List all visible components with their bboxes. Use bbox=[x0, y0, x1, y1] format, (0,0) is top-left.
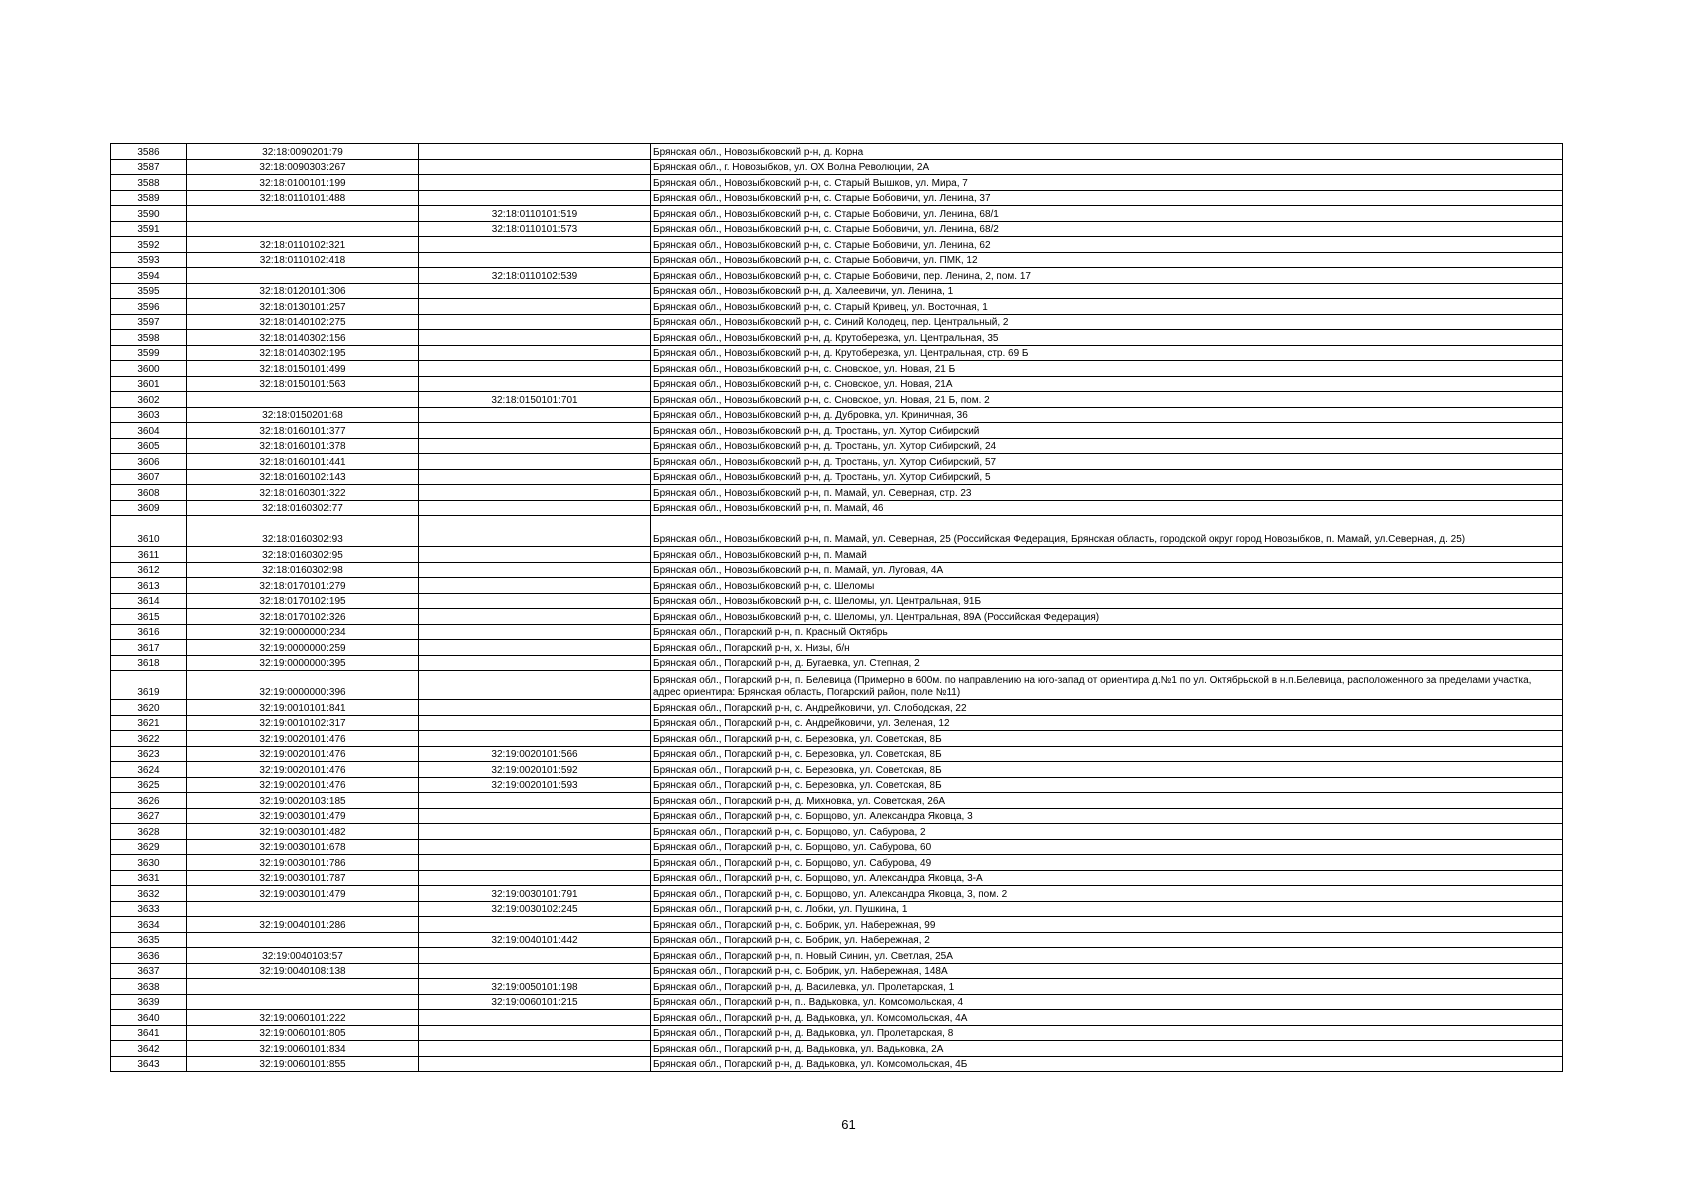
table-row bbox=[111, 469, 1563, 485]
address-cell: Брянская обл., Новозыбковский р-н, с. Старые Бобовичи, ул. Ленина, 37 bbox=[651, 190, 1563, 206]
row-number-cell: 3626 bbox=[111, 793, 187, 809]
table-row bbox=[111, 839, 1563, 855]
sub-cadastral-number-cell bbox=[419, 839, 651, 855]
address-cell: Брянская обл., Погарский р-н, д. Вадьковка, ул. Вадьковка, 2А bbox=[651, 1041, 1563, 1057]
row-number-cell: 3625 bbox=[111, 777, 187, 793]
cadastral-number-cell: 32:19:0010101:841 bbox=[187, 700, 419, 716]
table-row bbox=[111, 175, 1563, 191]
row-number-cell: 3616 bbox=[111, 624, 187, 640]
address-cell: Брянская обл., Погарский р-н, с. Борщово, ул. Сабурова, 60 bbox=[651, 839, 1563, 855]
address-cell: Брянская обл., Новозыбковский р-н, с. Синий Колодец, пер. Центральный, 2 bbox=[651, 314, 1563, 330]
cadastral-number-cell: 32:18:0160302:77 bbox=[187, 500, 419, 516]
row-number-cell: 3596 bbox=[111, 299, 187, 315]
row-number-cell: 3636 bbox=[111, 948, 187, 964]
row-number-cell: 3593 bbox=[111, 252, 187, 268]
sub-cadastral-number-cell: 32:19:0020101:566 bbox=[419, 746, 651, 762]
page-number: 61 bbox=[841, 1117, 856, 1132]
table-row bbox=[111, 283, 1563, 299]
row-number-cell: 3599 bbox=[111, 345, 187, 361]
row-number-cell: 3628 bbox=[111, 824, 187, 840]
table-row bbox=[111, 700, 1563, 716]
address-cell: Брянская обл., Погарский р-н, с. Борщово, ул. Александра Яковца, 3 bbox=[651, 808, 1563, 824]
cadastral-number-cell: 32:19:0060101:855 bbox=[187, 1056, 419, 1072]
table-row bbox=[111, 361, 1563, 377]
sub-cadastral-number-cell bbox=[419, 700, 651, 716]
table-row bbox=[111, 1010, 1563, 1026]
sub-cadastral-number-cell bbox=[419, 640, 651, 656]
sub-cadastral-number-cell bbox=[419, 314, 651, 330]
row-number-cell: 3608 bbox=[111, 485, 187, 501]
address-cell: Брянская обл., Погарский р-н, п. Новый Синин, ул. Светлая, 25А bbox=[651, 948, 1563, 964]
address-cell: Брянская обл., Погарский р-н, с. Борщово, ул. Сабурова, 2 bbox=[651, 824, 1563, 840]
sub-cadastral-number-cell bbox=[419, 454, 651, 470]
cadastral-number-cell bbox=[187, 221, 419, 237]
row-number-cell: 3618 bbox=[111, 655, 187, 671]
row-number-cell: 3603 bbox=[111, 407, 187, 423]
address-cell: Брянская обл., Погарский р-н, д. Василевка, ул. Пролетарская, 1 bbox=[651, 979, 1563, 995]
sub-cadastral-number-cell: 32:19:0030101:791 bbox=[419, 886, 651, 902]
cadastral-number-cell: 32:18:0130101:257 bbox=[187, 299, 419, 315]
table-row bbox=[111, 901, 1563, 917]
sub-cadastral-number-cell bbox=[419, 593, 651, 609]
cadastral-number-cell: 32:18:0160101:378 bbox=[187, 438, 419, 454]
row-number-cell: 3630 bbox=[111, 855, 187, 871]
cadastral-number-cell: 32:18:0140302:156 bbox=[187, 330, 419, 346]
table-row bbox=[111, 979, 1563, 995]
sub-cadastral-number-cell bbox=[419, 159, 651, 175]
cadastral-number-cell: 32:19:0000000:234 bbox=[187, 624, 419, 640]
table-row bbox=[111, 500, 1563, 516]
table-body bbox=[111, 144, 1563, 1072]
address-cell: Брянская обл., Погарский р-н, п. Красный Октябрь bbox=[651, 624, 1563, 640]
table-row bbox=[111, 671, 1563, 700]
table-row bbox=[111, 715, 1563, 731]
sub-cadastral-number-cell bbox=[419, 578, 651, 594]
cadastral-number-cell: 32:18:0100101:199 bbox=[187, 175, 419, 191]
row-number-cell: 3614 bbox=[111, 593, 187, 609]
table-row bbox=[111, 438, 1563, 454]
sub-cadastral-number-cell bbox=[419, 671, 651, 700]
row-number-cell: 3590 bbox=[111, 206, 187, 222]
sub-cadastral-number-cell: 32:18:0150101:701 bbox=[419, 392, 651, 408]
address-cell: Брянская обл., Новозыбковский р-н, д. Крутоберезка, ул. Центральная, стр. 69 Б bbox=[651, 345, 1563, 361]
cadastral-number-cell bbox=[187, 932, 419, 948]
cadastral-number-cell: 32:18:0140302:195 bbox=[187, 345, 419, 361]
row-number-cell: 3588 bbox=[111, 175, 187, 191]
sub-cadastral-number-cell: 32:18:0110102:539 bbox=[419, 268, 651, 284]
sub-cadastral-number-cell: 32:19:0060101:215 bbox=[419, 994, 651, 1010]
row-number-cell: 3617 bbox=[111, 640, 187, 656]
row-number-cell: 3622 bbox=[111, 731, 187, 747]
address-cell: Брянская обл., Погарский р-н, д. Вадьковка, ул. Комсомольская, 4А bbox=[651, 1010, 1563, 1026]
row-number-cell: 3587 bbox=[111, 159, 187, 175]
cadastral-number-cell: 32:18:0150201:68 bbox=[187, 407, 419, 423]
address-cell: Брянская обл., Погарский р-н, с. Бобрик, ул. Набережная, 2 bbox=[651, 932, 1563, 948]
sub-cadastral-number-cell bbox=[419, 500, 651, 516]
sub-cadastral-number-cell bbox=[419, 855, 651, 871]
row-number-cell: 3594 bbox=[111, 268, 187, 284]
row-number-cell: 3615 bbox=[111, 609, 187, 625]
cadastral-number-cell: 32:19:0030101:479 bbox=[187, 886, 419, 902]
table-row bbox=[111, 593, 1563, 609]
address-cell: Брянская обл., Погарский р-н, х. Низы, б/н bbox=[651, 640, 1563, 656]
address-cell: Брянская обл., Новозыбковский р-н, п. Мамай, ул. Луговая, 4А bbox=[651, 562, 1563, 578]
cadastral-number-cell: 32:19:0000000:395 bbox=[187, 655, 419, 671]
address-cell: Брянская обл., Новозыбковский р-н, с. Старые Бобовичи, пер. Ленина, 2, пом. 17 bbox=[651, 268, 1563, 284]
cadastral-number-cell: 32:18:0110102:418 bbox=[187, 252, 419, 268]
address-cell: Брянская обл., Новозыбковский р-н, п. Мамай, 46 bbox=[651, 500, 1563, 516]
cadastral-number-cell: 32:19:0060101:222 bbox=[187, 1010, 419, 1026]
cadastral-number-cell bbox=[187, 901, 419, 917]
sub-cadastral-number-cell bbox=[419, 870, 651, 886]
cadastral-number-cell: 32:19:0020101:476 bbox=[187, 746, 419, 762]
table-row bbox=[111, 392, 1563, 408]
table-row bbox=[111, 159, 1563, 175]
row-number-cell: 3591 bbox=[111, 221, 187, 237]
cadastral-number-cell bbox=[187, 206, 419, 222]
cadastral-number-cell: 32:18:0120101:306 bbox=[187, 283, 419, 299]
cadastral-number-cell: 32:18:0170102:195 bbox=[187, 593, 419, 609]
row-number-cell: 3607 bbox=[111, 469, 187, 485]
table-row bbox=[111, 855, 1563, 871]
row-number-cell: 3619 bbox=[111, 671, 187, 700]
row-number-cell: 3640 bbox=[111, 1010, 187, 1026]
table-row bbox=[111, 870, 1563, 886]
sub-cadastral-number-cell bbox=[419, 715, 651, 731]
table-row bbox=[111, 948, 1563, 964]
table-row bbox=[111, 731, 1563, 747]
row-number-cell: 3602 bbox=[111, 392, 187, 408]
sub-cadastral-number-cell bbox=[419, 144, 651, 160]
address-cell: Брянская обл., Новозыбковский р-н, п. Мамай bbox=[651, 547, 1563, 563]
table-row bbox=[111, 746, 1563, 762]
cadastral-number-cell: 32:19:0060101:805 bbox=[187, 1025, 419, 1041]
row-number-cell: 3632 bbox=[111, 886, 187, 902]
row-number-cell: 3595 bbox=[111, 283, 187, 299]
cadastral-number-cell: 32:18:0150101:499 bbox=[187, 361, 419, 377]
address-cell: Брянская обл., Погарский р-н, д. Вадьковка, ул. Пролетарская, 8 bbox=[651, 1025, 1563, 1041]
sub-cadastral-number-cell bbox=[419, 175, 651, 191]
sub-cadastral-number-cell bbox=[419, 190, 651, 206]
cadastral-number-cell: 32:18:0170102:326 bbox=[187, 609, 419, 625]
row-number-cell: 3606 bbox=[111, 454, 187, 470]
address-cell: Брянская обл., Новозыбковский р-н, с. Старые Бобовичи, ул. Ленина, 62 bbox=[651, 237, 1563, 253]
row-number-cell: 3592 bbox=[111, 237, 187, 253]
address-cell: Брянская обл., Новозыбковский р-н, с. Старый Кривец, ул. Восточная, 1 bbox=[651, 299, 1563, 315]
row-number-cell: 3642 bbox=[111, 1041, 187, 1057]
table-row bbox=[111, 547, 1563, 563]
table-row bbox=[111, 1025, 1563, 1041]
address-cell: Брянская обл., Погарский р-н, с. Березовка, ул. Советская, 8Б bbox=[651, 731, 1563, 747]
row-number-cell: 3600 bbox=[111, 361, 187, 377]
row-number-cell: 3634 bbox=[111, 917, 187, 933]
table-row bbox=[111, 777, 1563, 793]
table-row bbox=[111, 578, 1563, 594]
address-cell: Брянская обл., Погарский р-н, п.. Вадьковка, ул. Комсомольская, 4 bbox=[651, 994, 1563, 1010]
cadastral-number-cell: 32:18:0170101:279 bbox=[187, 578, 419, 594]
cadastral-number-cell: 32:19:0030101:787 bbox=[187, 870, 419, 886]
cadastral-number-cell: 32:18:0110101:488 bbox=[187, 190, 419, 206]
address-cell: Брянская обл., Новозыбковский р-н, д. Дубровка, ул. Криничная, 36 bbox=[651, 407, 1563, 423]
table-row bbox=[111, 237, 1563, 253]
sub-cadastral-number-cell: 32:19:0030102:245 bbox=[419, 901, 651, 917]
sub-cadastral-number-cell bbox=[419, 793, 651, 809]
row-number-cell: 3612 bbox=[111, 562, 187, 578]
sub-cadastral-number-cell bbox=[419, 655, 651, 671]
sub-cadastral-number-cell bbox=[419, 1025, 651, 1041]
address-cell: Брянская обл., Погарский р-н, д. Бугаевка, ул. Степная, 2 bbox=[651, 655, 1563, 671]
cadastral-number-cell: 32:19:0030101:482 bbox=[187, 824, 419, 840]
row-number-cell: 3601 bbox=[111, 376, 187, 392]
cadastral-number-cell bbox=[187, 392, 419, 408]
row-number-cell: 3589 bbox=[111, 190, 187, 206]
table-row bbox=[111, 1041, 1563, 1057]
row-number-cell: 3621 bbox=[111, 715, 187, 731]
address-cell: Брянская обл., Погарский р-н, с. Борщово, ул. Александра Яковца, 3, пом. 2 bbox=[651, 886, 1563, 902]
address-cell: Брянская обл., Погарский р-н, п. Белевица (Примерно в 600м. по направлению на юго-запад от ориентира д.№1 по ул. Октябрьской в н.п.Белевица, расположенного за пределами участка, адрес ориентира: Брянская область, Погарский район, поле №11) bbox=[651, 671, 1563, 700]
sub-cadastral-number-cell bbox=[419, 1010, 651, 1026]
sub-cadastral-number-cell bbox=[419, 407, 651, 423]
sub-cadastral-number-cell: 32:19:0020101:593 bbox=[419, 777, 651, 793]
cadastral-number-cell: 32:18:0090201:79 bbox=[187, 144, 419, 160]
address-cell: Брянская обл., Погарский р-н, с. Березовка, ул. Советская, 8Б bbox=[651, 777, 1563, 793]
address-cell: Брянская обл., Новозыбковский р-н, д. Тростань, ул. Хутор Сибирский bbox=[651, 423, 1563, 439]
sub-cadastral-number-cell bbox=[419, 948, 651, 964]
address-cell: Брянская обл., Новозыбковский р-н, д. Тростань, ул. Хутор Сибирский, 24 bbox=[651, 438, 1563, 454]
sub-cadastral-number-cell: 32:19:0020101:592 bbox=[419, 762, 651, 778]
cadastral-number-cell: 32:18:0160101:441 bbox=[187, 454, 419, 470]
address-cell: Брянская обл., Новозыбковский р-н, с. Шеломы, ул. Центральная, 91Б bbox=[651, 593, 1563, 609]
address-cell: Брянская обл., Погарский р-н, с. Березовка, ул. Советская, 8Б bbox=[651, 746, 1563, 762]
cadastral-number-cell: 32:19:0020101:476 bbox=[187, 777, 419, 793]
row-number-cell: 3604 bbox=[111, 423, 187, 439]
row-number-cell: 3638 bbox=[111, 979, 187, 995]
cadastral-number-cell: 32:19:0060101:834 bbox=[187, 1041, 419, 1057]
sub-cadastral-number-cell bbox=[419, 562, 651, 578]
row-number-cell: 3633 bbox=[111, 901, 187, 917]
row-number-cell: 3598 bbox=[111, 330, 187, 346]
property-table bbox=[110, 143, 1563, 1072]
sub-cadastral-number-cell bbox=[419, 361, 651, 377]
address-cell: Брянская обл., Новозыбковский р-н, с. Старые Бобовичи, ул. Ленина, 68/2 bbox=[651, 221, 1563, 237]
address-cell: Брянская обл., Новозыбковский р-н, д. Халеевичи, ул. Ленина, 1 bbox=[651, 283, 1563, 299]
table-row bbox=[111, 886, 1563, 902]
table-row bbox=[111, 1056, 1563, 1072]
cadastral-number-cell: 32:19:0030101:479 bbox=[187, 808, 419, 824]
document-sheet bbox=[110, 143, 1563, 1072]
table-row bbox=[111, 345, 1563, 361]
table-row bbox=[111, 963, 1563, 979]
row-number-cell: 3637 bbox=[111, 963, 187, 979]
row-number-cell: 3643 bbox=[111, 1056, 187, 1072]
cadastral-number-cell: 32:18:0160302:98 bbox=[187, 562, 419, 578]
sub-cadastral-number-cell bbox=[419, 376, 651, 392]
table-row bbox=[111, 485, 1563, 501]
table-row bbox=[111, 609, 1563, 625]
cadastral-number-cell: 32:18:0160302:93 bbox=[187, 516, 419, 547]
row-number-cell: 3611 bbox=[111, 547, 187, 563]
address-cell: Брянская обл., Новозыбковский р-н, д. Крутоберезка, ул. Центральная, 35 bbox=[651, 330, 1563, 346]
row-number-cell: 3613 bbox=[111, 578, 187, 594]
table-row bbox=[111, 762, 1563, 778]
table-row bbox=[111, 917, 1563, 933]
sub-cadastral-number-cell bbox=[419, 237, 651, 253]
sub-cadastral-number-cell bbox=[419, 963, 651, 979]
address-cell: Брянская обл., Новозыбковский р-н, с. Старые Бобовичи, ул. Ленина, 68/1 bbox=[651, 206, 1563, 222]
address-cell: Брянская обл., Новозыбковский р-н, с. Сновское, ул. Новая, 21А bbox=[651, 376, 1563, 392]
cadastral-number-cell: 32:19:0000000:396 bbox=[187, 671, 419, 700]
sub-cadastral-number-cell bbox=[419, 547, 651, 563]
address-cell: Брянская обл., Новозыбковский р-н, с. Старые Бобовичи, ул. ПМК, 12 bbox=[651, 252, 1563, 268]
row-number-cell: 3586 bbox=[111, 144, 187, 160]
row-number-cell: 3629 bbox=[111, 839, 187, 855]
cadastral-number-cell: 32:18:0140102:275 bbox=[187, 314, 419, 330]
row-number-cell: 3623 bbox=[111, 746, 187, 762]
sub-cadastral-number-cell bbox=[419, 345, 651, 361]
table-row bbox=[111, 268, 1563, 284]
cadastral-number-cell: 32:18:0160101:377 bbox=[187, 423, 419, 439]
row-number-cell: 3627 bbox=[111, 808, 187, 824]
row-number-cell: 3597 bbox=[111, 314, 187, 330]
row-number-cell: 3635 bbox=[111, 932, 187, 948]
table-row bbox=[111, 655, 1563, 671]
table-row bbox=[111, 994, 1563, 1010]
sub-cadastral-number-cell bbox=[419, 731, 651, 747]
cadastral-number-cell: 32:18:0090303:267 bbox=[187, 159, 419, 175]
cadastral-number-cell bbox=[187, 268, 419, 284]
table-row bbox=[111, 376, 1563, 392]
table-row bbox=[111, 423, 1563, 439]
row-number-cell: 3631 bbox=[111, 870, 187, 886]
cadastral-number-cell: 32:19:0030101:678 bbox=[187, 839, 419, 855]
table-row bbox=[111, 793, 1563, 809]
row-number-cell: 3610 bbox=[111, 516, 187, 547]
cadastral-number-cell bbox=[187, 994, 419, 1010]
address-cell: Брянская обл., Погарский р-н, с. Бобрик, ул. Набережная, 99 bbox=[651, 917, 1563, 933]
address-cell: Брянская обл., Новозыбковский р-н, д. Корна bbox=[651, 144, 1563, 160]
table-row bbox=[111, 640, 1563, 656]
sub-cadastral-number-cell bbox=[419, 1056, 651, 1072]
cadastral-number-cell: 32:19:0020101:476 bbox=[187, 762, 419, 778]
table-row bbox=[111, 144, 1563, 160]
sub-cadastral-number-cell bbox=[419, 824, 651, 840]
table-row bbox=[111, 808, 1563, 824]
cadastral-number-cell bbox=[187, 979, 419, 995]
sub-cadastral-number-cell bbox=[419, 283, 651, 299]
address-cell: Брянская обл., Новозыбковский р-н, с. Сновское, ул. Новая, 21 Б, пом. 2 bbox=[651, 392, 1563, 408]
sub-cadastral-number-cell: 32:18:0110101:519 bbox=[419, 206, 651, 222]
address-cell: Брянская обл., Новозыбковский р-н, с. Старый Вышков, ул. Мира, 7 bbox=[651, 175, 1563, 191]
cadastral-number-cell: 32:19:0040108:138 bbox=[187, 963, 419, 979]
address-cell: Брянская обл., Погарский р-н, с. Андрейковичи, ул. Слободская, 22 bbox=[651, 700, 1563, 716]
sub-cadastral-number-cell: 32:18:0110101:573 bbox=[419, 221, 651, 237]
cadastral-number-cell: 32:18:0150101:563 bbox=[187, 376, 419, 392]
row-number-cell: 3605 bbox=[111, 438, 187, 454]
address-cell: Брянская обл., Новозыбковский р-н, с. Шеломы, ул. Центральная, 89А (Российская Федерация) bbox=[651, 609, 1563, 625]
cadastral-number-cell: 32:19:0020101:476 bbox=[187, 731, 419, 747]
sub-cadastral-number-cell bbox=[419, 917, 651, 933]
address-cell: Брянская обл., Погарский р-н, с. Бобрик, ул. Набережная, 148А bbox=[651, 963, 1563, 979]
table-row bbox=[111, 190, 1563, 206]
row-number-cell: 3624 bbox=[111, 762, 187, 778]
address-cell: Брянская обл., Новозыбковский р-н, с. Шеломы bbox=[651, 578, 1563, 594]
table-row bbox=[111, 299, 1563, 315]
cadastral-number-cell: 32:18:0160302:95 bbox=[187, 547, 419, 563]
address-cell: Брянская обл., Погарский р-н, д. Вадьковка, ул. Комсомольская, 4Б bbox=[651, 1056, 1563, 1072]
row-number-cell: 3639 bbox=[111, 994, 187, 1010]
sub-cadastral-number-cell bbox=[419, 330, 651, 346]
address-cell: Брянская обл., Новозыбковский р-н, д. Тростань, ул. Хутор Сибирский, 5 bbox=[651, 469, 1563, 485]
sub-cadastral-number-cell bbox=[419, 299, 651, 315]
address-cell: Брянская обл., Погарский р-н, с. Березовка, ул. Советская, 8Б bbox=[651, 762, 1563, 778]
table-row bbox=[111, 330, 1563, 346]
cadastral-number-cell: 32:19:0030101:786 bbox=[187, 855, 419, 871]
address-cell: Брянская обл., Новозыбковский р-н, п. Мамай, ул. Северная, 25 (Российская Федерация, Брянская область, городской округ город Новозыбков, п. Мамай, ул.Северная, д. 25) bbox=[651, 516, 1563, 547]
table-row bbox=[111, 516, 1563, 547]
sub-cadastral-number-cell bbox=[419, 624, 651, 640]
sub-cadastral-number-cell bbox=[419, 808, 651, 824]
address-cell: Брянская обл., Погарский р-н, д. Михновка, ул. Советская, 26А bbox=[651, 793, 1563, 809]
sub-cadastral-number-cell bbox=[419, 252, 651, 268]
table-row bbox=[111, 252, 1563, 268]
sub-cadastral-number-cell bbox=[419, 469, 651, 485]
sub-cadastral-number-cell bbox=[419, 485, 651, 501]
cadastral-number-cell: 32:19:0010102:317 bbox=[187, 715, 419, 731]
cadastral-number-cell: 32:19:0000000:259 bbox=[187, 640, 419, 656]
address-cell: Брянская обл., Новозыбковский р-н, п. Мамай, ул. Северная, стр. 23 bbox=[651, 485, 1563, 501]
cadastral-number-cell: 32:18:0160301:322 bbox=[187, 485, 419, 501]
table-row bbox=[111, 314, 1563, 330]
table-row bbox=[111, 932, 1563, 948]
table-row bbox=[111, 824, 1563, 840]
sub-cadastral-number-cell: 32:19:0040101:442 bbox=[419, 932, 651, 948]
sub-cadastral-number-cell bbox=[419, 423, 651, 439]
table-row bbox=[111, 454, 1563, 470]
row-number-cell: 3620 bbox=[111, 700, 187, 716]
sub-cadastral-number-cell bbox=[419, 516, 651, 547]
cadastral-number-cell: 32:18:0110102:321 bbox=[187, 237, 419, 253]
address-cell: Брянская обл., Погарский р-н, с. Борщово, ул. Александра Яковца, 3-А bbox=[651, 870, 1563, 886]
sub-cadastral-number-cell bbox=[419, 609, 651, 625]
address-cell: Брянская обл., г. Новозыбков, ул. ОХ Волна Революции, 2А bbox=[651, 159, 1563, 175]
row-number-cell: 3609 bbox=[111, 500, 187, 516]
table-row bbox=[111, 206, 1563, 222]
cadastral-number-cell: 32:19:0040103:57 bbox=[187, 948, 419, 964]
address-cell: Брянская обл., Новозыбковский р-н, с. Сновское, ул. Новая, 21 Б bbox=[651, 361, 1563, 377]
table-row bbox=[111, 221, 1563, 237]
address-cell: Брянская обл., Погарский р-н, с. Лобки, ул. Пушкина, 1 bbox=[651, 901, 1563, 917]
sub-cadastral-number-cell bbox=[419, 438, 651, 454]
sub-cadastral-number-cell bbox=[419, 1041, 651, 1057]
address-cell: Брянская обл., Погарский р-н, с. Борщово, ул. Сабурова, 49 bbox=[651, 855, 1563, 871]
sub-cadastral-number-cell: 32:19:0050101:198 bbox=[419, 979, 651, 995]
cadastral-number-cell: 32:19:0020103:185 bbox=[187, 793, 419, 809]
table-row bbox=[111, 624, 1563, 640]
table-row bbox=[111, 562, 1563, 578]
table-row bbox=[111, 407, 1563, 423]
address-cell: Брянская обл., Новозыбковский р-н, д. Тростань, ул. Хутор Сибирский, 57 bbox=[651, 454, 1563, 470]
row-number-cell: 3641 bbox=[111, 1025, 187, 1041]
address-cell: Брянская обл., Погарский р-н, с. Андрейковичи, ул. Зеленая, 12 bbox=[651, 715, 1563, 731]
cadastral-number-cell: 32:18:0160102:143 bbox=[187, 469, 419, 485]
cadastral-number-cell: 32:19:0040101:286 bbox=[187, 917, 419, 933]
